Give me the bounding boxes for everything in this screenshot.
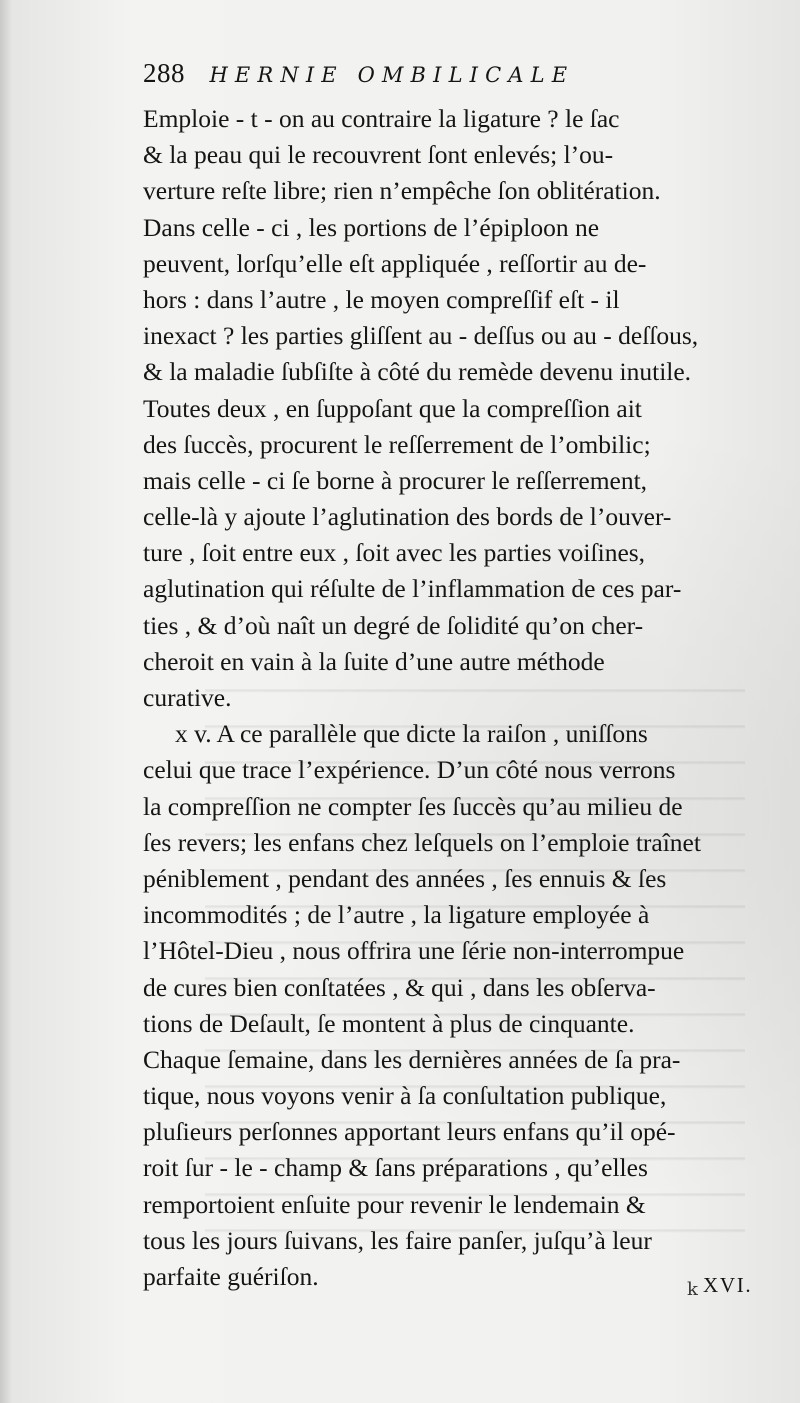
text-line: curative. [143,683,232,712]
text-line: parfaite guériſon. [143,1262,319,1291]
text-line: & la maladie ſubſiſte à côté du remède devenu inutile. [143,357,692,387]
page-number: 288 [143,58,185,88]
page-edge-shadow [0,0,12,1403]
signature-mark: k [687,1279,698,1300]
text-line: tions de Deſault, ſe montent à plus de cinquante. [143,1008,635,1038]
text-line: celui que trace l’expérience. D’un côté nous verrons [143,755,676,785]
text-line: tique, nous voyons venir à ſa conſultation publique, [143,1081,667,1111]
text-line: l’Hôtel-Dieu , nous offrira une ſérie non-interrompue [143,936,685,966]
text-line: tous les jours ſuivans, les faire panſer, juſqu’à leur [143,1225,652,1255]
text-line: ſes revers; les enfans chez leſquels on l’emploie traînet [143,827,701,857]
text-line: Emploie - t - on au contraire la ligature ? le ſac [143,104,620,133]
text-line: mais celle - ci ſe borne à procurer le reſſerrement, [143,465,648,495]
text-line: remportoient enſuite pour revenir le lendemain & [143,1189,646,1219]
text-line: roit ſur - le - champ & ſans préparations , qu’elles [143,1153,648,1183]
text-line: aglutination qui réſulte de l’inflammation de ces par- [143,574,682,604]
text-line: des ſuccès, procurent le reſſerrement de l’ombilic; [143,429,651,459]
text-line: inexact ? les parties gliſſent au - deſſus ou au - deſſous, [143,321,699,351]
text-line: pluſieurs perſonnes apportant leurs enfans qu’il opé- [143,1117,676,1147]
text-line: celle-là y ajoute l’aglutination des bords de l’ouver- [143,502,672,532]
running-head: HERNIE OMBILICALE [209,63,575,87]
text-line: verture reſte libre; rien n’empêche ſon oblitération. [143,176,661,206]
text-line: peuvent, lorſqu’elle eſt appliquée , reſſortir au de- [143,248,647,278]
page-header [143,58,763,98]
text-line: Toutes deux , en ſuppoſant que la compreſſion ait [143,393,642,423]
paragraph-start-line: x v. A ce parallèle que dicte la raiſon , uniſſons [175,719,648,749]
body-text [143,101,793,1295]
text-line: la compreſſion ne compter ſes ſuccès qu’au milieu de [143,791,683,821]
catchword: XVI. [703,1273,753,1297]
text-line: ties , & d’où naît un degré de ſolidité qu’on cher- [143,610,644,640]
text-line: & la peau qui le recouvrent ſont enlevés; l’ou- [143,140,614,170]
text-line: de cures bien conſtatées , & qui , dans les obſerva- [143,972,656,1002]
text-line: ture , ſoit entre eux , ſoit avec les parties voiſines, [143,538,646,568]
text-line: Dans celle - ci , les portions de l’épiploon ne [143,212,600,242]
text-line: Chaque ſemaine, dans les dernières années de ſa pra- [143,1044,681,1074]
text-line: cheroit en vain à la ſuite d’une autre méthode [143,646,605,676]
text-line: incommodités ; de l’autre , la ligature employée à [143,900,650,930]
text-line: hors : dans l’autre , le moyen compreſſif eſt - il [143,284,620,314]
text-line: péniblement , pendant des années , ſes ennuis & ſes [143,863,667,893]
